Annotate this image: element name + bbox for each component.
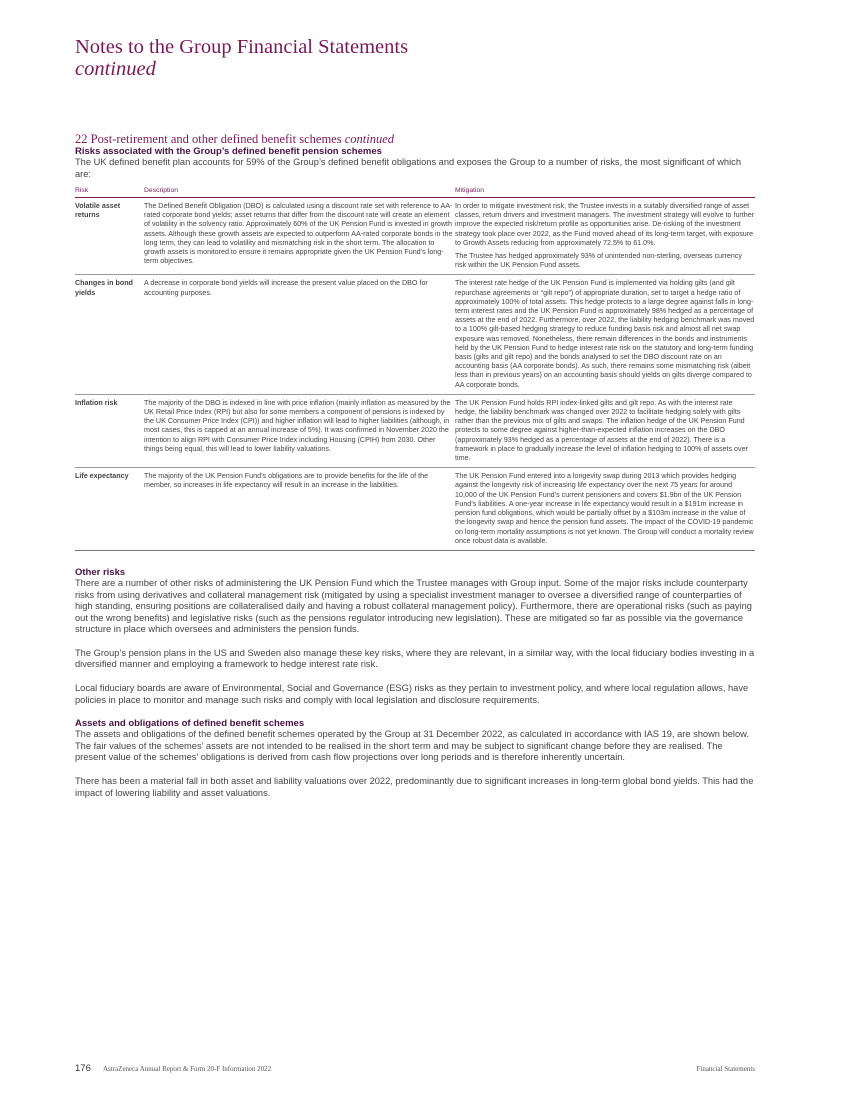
report-name: AstraZeneca Annual Report & Form 20-F Information 2022 xyxy=(103,1065,272,1073)
table-row xyxy=(75,394,755,467)
page-footer xyxy=(75,1064,755,1076)
risk-name: Changes in bond yields xyxy=(75,275,144,394)
risk-description: The majority of the DBO is indexed in line with price inflation (mainly inflation as measured by the UK Retail Price Index (RPI) but also for some members a component of pensions is indexed by the UK Consumer Price Index (CPI)) and higher inflation will lead to higher liabilities (although, in most cases, this is capped at an annual increase of 5%). It was confirmed in November 2020 the intention to align RPI with Consumer Price Index including Housing (CPIH) from 2030. Other things being equal, this will lead to lower liability valuations. xyxy=(144,394,455,467)
table-row xyxy=(75,275,755,394)
other-risks-paragraph: The Group’s pension plans in the US and Sweden also manage these key risks, where they are relevant, in a similar way, with the local fiduciary bodies investing in a diversified manner and employing a framework to hedge interest rate risk. xyxy=(75,647,755,670)
risk-mitigation xyxy=(455,468,755,551)
risk-name: Volatile asset returns xyxy=(75,198,144,275)
page-title: Notes to the Group Financial Statements xyxy=(75,36,409,58)
risk-name: Life expectancy xyxy=(75,468,144,551)
table-row xyxy=(75,198,755,275)
footer-section-name: Financial Statements xyxy=(696,1065,755,1073)
section-heading-continued: continued xyxy=(344,132,394,146)
risk-description: The Defined Benefit Obligation (DBO) is calculated using a discount rate set with reference to AA-rated corporate bond yields; asset returns that differ from the discount rate will create an element of volatility in the solvency ratio. Approximately 60% of the UK Pension Fund is invested in growth assets. Although these growth assets are expected to outperform AA-rated corporate bonds in the long term, they can lead to volatility and mismatching risk in the short term. The allocation to growth assets is monitored to ensure it remains appropriate given the UK Pension Fund’s long-term objectives. xyxy=(144,198,455,275)
assets-heading: Assets and obligations of defined benefit schemes xyxy=(75,718,305,730)
risk-mitigation xyxy=(455,275,755,394)
column-header-risk: Risk xyxy=(75,187,144,198)
mitigation-paragraph: The Trustee has hedged approximately 93% of unintended non-sterling, overseas currency risk within the UK Pension Fund assets. xyxy=(455,252,742,270)
section-heading-text: 22 Post-retirement and other defined benefit schemes xyxy=(75,132,342,146)
mitigation-paragraph: The UK Pension Fund entered into a longevity swap during 2013 which provides hedging against the longevity risk of increasing life expectancy over the next 75 years for around 10,000 of the UK Pension Fund’s current pensioners and covers $1.9bn of the UK Pension Fund’s liabilities. A one-year increase in life expectancy would result in a $191m increase in pension fund obligations, which would be partially offset by a $103m increase in the value of the longevity swap and hence the pension fund assets. The impact of the COVID-19 pandemic on long-term mortality assumptions is not yet known. The Group will conduct a mortality review once robust data is available. xyxy=(455,472,754,545)
page-subtitle: continued xyxy=(75,58,156,80)
risk-table xyxy=(75,187,755,551)
other-risks-paragraph: Local fiduciary boards are aware of Environmental, Social and Governance (ESG) risks as they pertain to investment policy, and where local regulation allows, have policies in place to monitor and manage such risks and comply with local legislation and disclosure requirements. xyxy=(75,683,749,705)
risks-subheading: Risks associated with the Group’s defined benefit pension schemes xyxy=(75,146,382,157)
section-heading xyxy=(75,132,755,146)
risk-mitigation xyxy=(455,394,755,467)
assets-paragraph: The assets and obligations of the defined benefit schemes operated by the Group at 31 December 2022, as calculated in accordance with IAS 19, are shown below. The fair values of the schemes’ assets are not intended to be realised in the short term and may be subject to significant change before they are realised. The present value of the schemes’ obligations is derived from cash flow projections over long periods and is therefore inherently uncertain. xyxy=(75,729,749,763)
mitigation-paragraph: In order to mitigate investment risk, the Trustee invests in a suitably diversified range of asset classes, return drivers and investment managers. The investment strategy will evolve to further improve the expected risk/return profile as opportunities arise. De-risking of the investment strategy took place over 2022, as the Fund moved ahead of its long-term target, with exposure to Growth Assets reducing from approximately 72.5% to 61.0%. xyxy=(455,202,755,247)
risk-description: A decrease in corporate bond yields will increase the present value placed on the DBO for accounting purposes. xyxy=(144,275,455,394)
mitigation-paragraph: The interest rate hedge of the UK Pension Fund is implemented via holding gilts (and gilt repurchase agreements or “gilt repo”) of appropriate duration, set to target a hedge ratio of approximately 100% of total assets. This hedge protects to a large degree against falls in long-term interest rates and the UK Pension Fund is approximately 98% hedged as a percentage of assets at the end of 2022. Furthermore, over 2022, the liability hedging benchmark was moved to a 100% gilt-based hedging strategy to reduce funding basis risk and almost all net swap exposure was removed. Nonetheless, there remain differences in the bonds and instruments held by the UK Pension Fund to hedge interest rate risk on the statutory and long-term funding basis (gilts and gilt repo) and the bonds analysed to set the DBO discount rate on an accounting basis (AA corporate bonds). As such, there remains some mismatching risk (albeit less than in previous years) on an accounting basis should yields on gilts diverge compared to AA corporate bonds. xyxy=(455,279,755,389)
page-number: 176 xyxy=(75,1063,91,1074)
other-risks-heading: Other risks xyxy=(75,566,126,578)
table-row xyxy=(75,468,755,551)
column-header-mitigation: Mitigation xyxy=(455,187,755,198)
risk-name: Inflation risk xyxy=(75,394,144,467)
risks-intro: The UK defined benefit plan accounts for 59% of the Group’s defined benefit obligations and exposes the Group to a number of risks, the most significant of which are: xyxy=(75,157,741,179)
risk-mitigation xyxy=(455,198,755,275)
main-content xyxy=(75,132,755,799)
mitigation-paragraph: The UK Pension Fund holds RPI index-linked gilts and gilt repo. As with the interest rate hedge, the liability benchmark was changed over 2022 to facilitate hedging solely with gilts rather than the previous mix of gilts and swaps. The inflation hedge of the UK Pension Fund protects to some degree against higher-than-expected inflation increases on the DBO (approximately 93% hedged as a percentage of assets at the end of 2022). There is a framework in place to gradually increase the level of inflation hedging to 100% of assets over time. xyxy=(455,398,748,463)
risk-table-header-row xyxy=(75,187,755,198)
assets-paragraph: There has been a material fall in both asset and liability valuations over 2022, predominantly due to significant increases in long-term global bond yields. This had the impact of lowering liability and asset valuations. xyxy=(75,776,754,798)
other-risks-paragraph: There are a number of other risks of administering the UK Pension Fund which the Trustee manages with Group input. Some of the major risks include counterparty risks from using derivatives and collateral management risk (mitigated by using a specialist investment manager to oversee a diversified range of counterparties of high standing, ensuring positions are collateralised daily and having a robust collateral management policy). Furthermore, there are operational risks (such as paying out the wrong benefits) and legislative risks (such as the pensions regulator introducing new legislation). These are mitigated so far as possible via the governance structure in place which oversees and administers the pension funds. xyxy=(75,577,752,635)
column-header-description: Description xyxy=(144,187,455,198)
risk-description: The majority of the UK Pension Fund’s obligations are to provide benefits for the life of the member, so increases in life expectancy will result in an increase in the liabilities. xyxy=(144,468,455,551)
